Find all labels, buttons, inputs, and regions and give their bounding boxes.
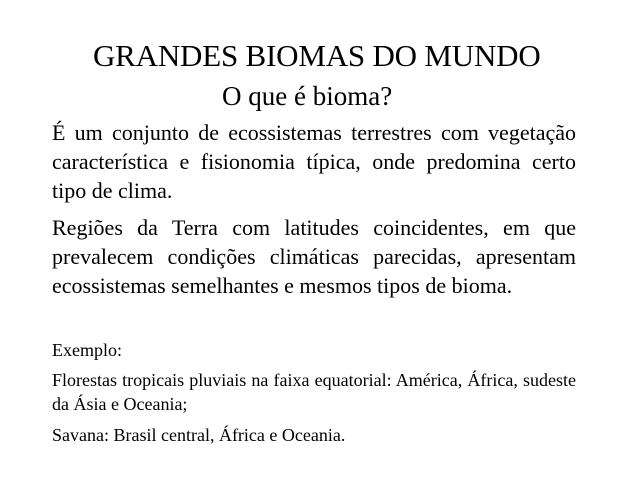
example-tropical-forests: Florestas tropicais pluviais na faixa equatorial: América, África, sudeste da Ásia e Oceania; xyxy=(52,370,576,414)
slide-subtitle: O que é bioma? xyxy=(222,81,393,111)
example-label: Exemplo: xyxy=(52,340,122,360)
definition-paragraph: É um conjunto de ecossistemas terrestres com vegetação característica e fisionomia típica, onde predomina certo tipo de clima. xyxy=(52,120,576,203)
regions-paragraph: Regiões da Terra com latitudes coincidentes, em que prevalecem condições climáticas parecidas, apresentam ecossistemas semelhantes e mesmos tipos de bioma. xyxy=(52,215,576,298)
example-savanna: Savana: Brasil central, África e Oceania. xyxy=(52,425,346,445)
slide-title: GRANDES BIOMAS DO MUNDO xyxy=(93,38,541,73)
